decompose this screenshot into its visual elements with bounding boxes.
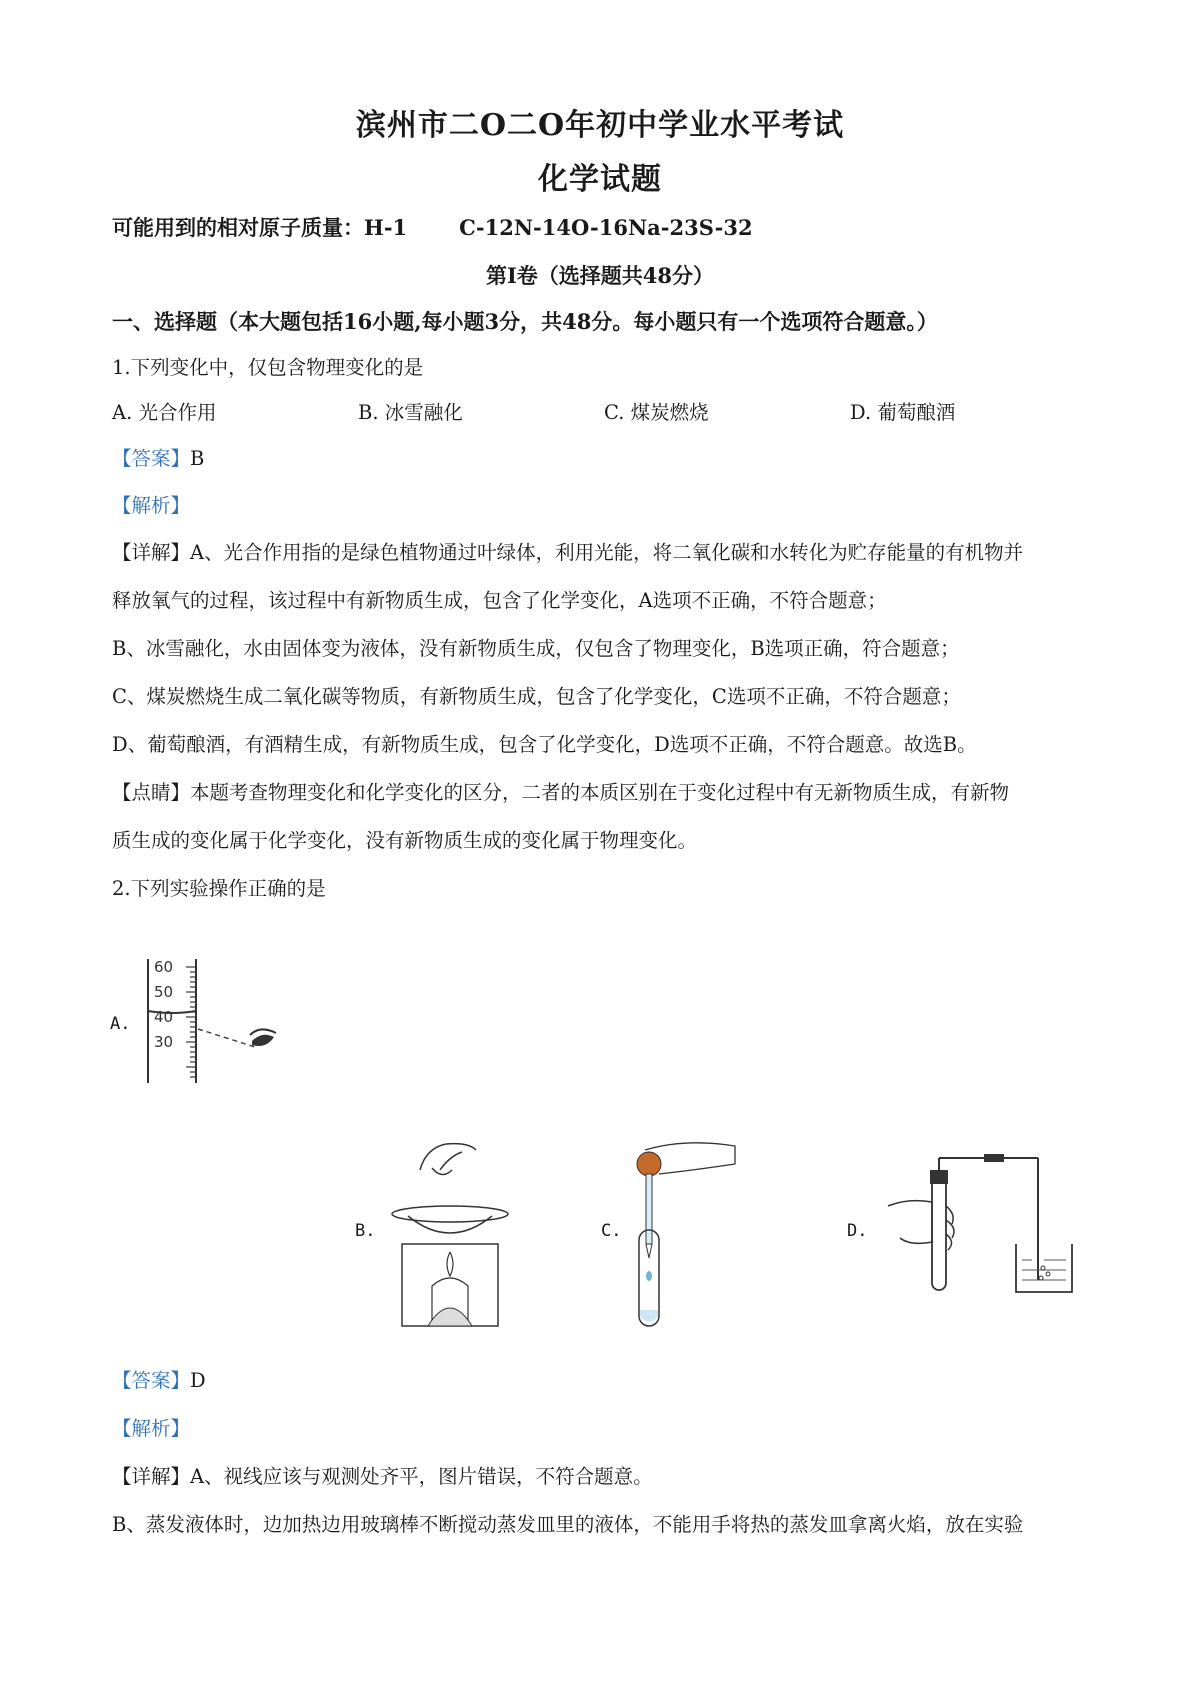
atomic-mass-values: C-12N-14O-16Na-23S-32 <box>459 215 753 240</box>
q2-stem: 2.下列实验操作正确的是 <box>112 877 326 900</box>
q1-comment-text-1: 本题考查物理变化和化学变化的区分，二者的本质区别在于变化过程中有无新物质生成，有新物 <box>190 781 1010 804</box>
airtightness-check-figure <box>880 1150 1080 1310</box>
cylinder-tick-40: 40 <box>154 1008 174 1026</box>
atomic-mass-line <box>112 212 1102 242</box>
hand-icon <box>888 1201 954 1250</box>
q2-fig-label-c: C. <box>601 1221 622 1241</box>
eye-icon <box>250 1029 276 1046</box>
q1-detail-line-4: C、煤炭燃烧生成二氧化碳等物质，有新物质生成，包含了化学变化，C选项不正确，不符合题意； <box>112 685 961 708</box>
q1-detail-tag: 【详解】 <box>112 541 191 564</box>
q2-answer-value: D <box>190 1369 206 1392</box>
q1-comment-line-1 <box>112 777 1102 805</box>
q1-comment-tag: 【点睛】 <box>112 781 191 804</box>
q1-detail-line-3: B、冰雪融化，水由固体变为液体，没有新物质生成，仅包含了物理变化，B选项正确，符合题意； <box>112 637 960 660</box>
q1-option-b: B. 冰雪融化 <box>358 401 463 424</box>
atomic-mass-label: 可能用到的相对原子质量：H-1 <box>112 215 408 240</box>
exam-title: 滨州市二O二O年初中学业水平考试 <box>355 108 845 143</box>
q1-stem: 1.下列变化中，仅包含物理变化的是 <box>112 356 424 379</box>
q2-detail-line-1 <box>112 1461 1102 1489</box>
cylinder-tick-30: 30 <box>154 1033 174 1051</box>
section-heading: 一、选择题（本大题包括16小题,每小题3分，共48分。每小题只有一个选项符合题意。） <box>112 309 938 334</box>
graduated-cylinder-figure <box>140 955 290 1085</box>
q2-detail-line-2: B、蒸发液体时，边加热边用玻璃棒不断搅动蒸发皿里的液体，不能用手将热的蒸发皿拿离火焰，放在实验 <box>112 1513 1024 1536</box>
q2-detail-tag: 【详解】 <box>112 1465 191 1488</box>
q1-analysis-tag: 【解析】 <box>112 494 191 517</box>
cylinder-tick-50: 50 <box>154 983 174 1001</box>
q1-option-a: A. 光合作用 <box>112 401 217 424</box>
q1-detail-line-1 <box>112 537 1102 565</box>
q2-analysis-tag: 【解析】 <box>112 1417 191 1440</box>
volume-heading: 第I卷（选择题共48分） <box>485 263 715 288</box>
q1-answer-tag: 【答案】 <box>112 447 191 470</box>
q1-option-c: C. 煤炭燃烧 <box>604 401 709 424</box>
q2-answer <box>112 1365 1102 1393</box>
q1-comment-line-2: 质生成的变化属于化学变化，没有新物质生成的变化属于物理变化。 <box>112 829 698 852</box>
q1-detail-line-5: D、葡萄酿酒，有酒精生成，有新物质生成，包含了化学变化，D选项不正确，不符合题意。故选B。 <box>112 733 977 756</box>
q2-fig-label-d: D. <box>847 1221 868 1241</box>
q2-fig-label-a: A. <box>110 1014 131 1034</box>
cylinder-tick-60: 60 <box>154 958 174 976</box>
exam-subtitle: 化学试题 <box>538 162 662 197</box>
q1-option-d: D. 葡萄酿酒 <box>850 401 956 424</box>
evaporation-figure <box>380 1140 520 1330</box>
q1-detail-line-2: 释放氧气的过程，该过程中有新物质生成，包含了化学变化，A选项不正确，不符合题意； <box>112 589 887 612</box>
q1-answer-value: B <box>190 447 205 470</box>
q1-detail-text-1: A、光合作用指的是绿色植物通过叶绿体，利用光能，将二氧化碳和水转化为贮存能量的有机物并 <box>190 541 1024 564</box>
q1-answer <box>112 443 1102 471</box>
dropper-figure <box>635 1140 745 1330</box>
q2-answer-tag: 【答案】 <box>112 1369 191 1392</box>
q2-detail-text-1: A、视线应该与观测处齐平，图片错误，不符合题意。 <box>190 1465 653 1488</box>
q2-fig-label-b: B. <box>355 1221 376 1241</box>
